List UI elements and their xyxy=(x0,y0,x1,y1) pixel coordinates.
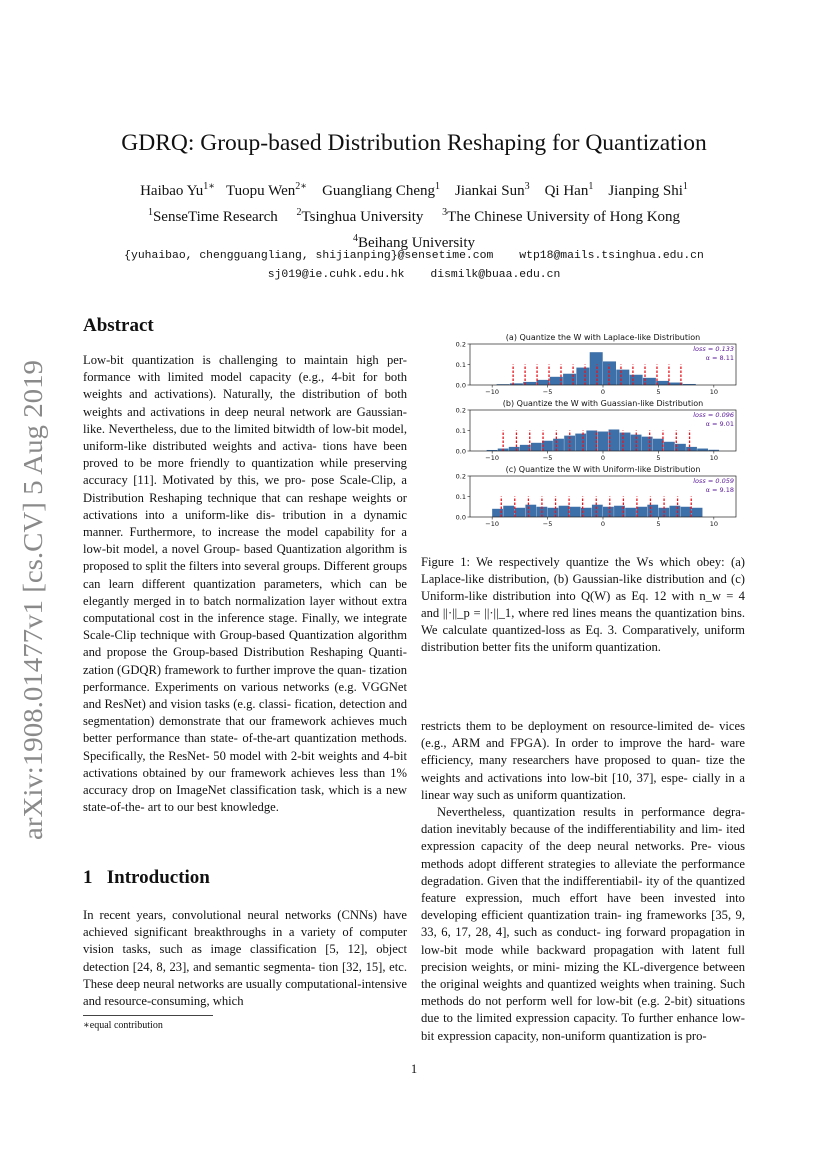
chart-annotation: loss = 0.133 xyxy=(693,345,734,353)
histogram-bar xyxy=(590,352,603,385)
histogram-bar xyxy=(697,449,708,451)
affiliation: $^2$Tsinghua University xyxy=(296,207,424,225)
arxiv-stamp-text: arXiv:1908.01477v1 [cs.CV] 5 Aug 2019 xyxy=(18,391,48,840)
abstract-heading: Abstract xyxy=(83,315,154,336)
histogram-bar xyxy=(576,368,589,385)
footnote-rule xyxy=(83,1015,213,1016)
histogram-bar xyxy=(514,508,525,517)
histogram-bar xyxy=(553,439,564,451)
y-tick-label: 0.1 xyxy=(455,493,466,501)
histogram-bar xyxy=(520,445,531,451)
histogram-bar xyxy=(642,437,653,451)
affiliation: $^3$The Chinese University of Hong Kong xyxy=(442,207,681,225)
paragraph: Nevertheless, quantization results in performance degra- dation inevitably because of the indifferentiability and lim- ited expression capacity of the deep neural networks. Pre- vious methods adopt different strategies to alleviate the performance degradation. Given that the indifferentiabil- ity of the quantized feature expression, much effort have been invested into developing efficient quantization train- ing frameworks [35, 9, 33, 6, 17, 28, 4], such as conduct- ing forward propagation in low-bit mode while backward propagation with latent full precision weights, or mini- mizing the KL-divergence between the original weights and quantized weights when training. Such methods do not perform well for low-bit (e.g. 2-bit) situations due to the limited expression capacity. To further enhance low- bit expression capacity, non-uniform quantization is pro- xyxy=(421,805,746,1043)
histogram-bar xyxy=(670,506,681,517)
y-tick-label: 0.2 xyxy=(455,340,466,349)
x-tick-label: 0 xyxy=(600,388,606,396)
author: Qi Han$^1$ xyxy=(544,181,594,199)
histogram-bar xyxy=(525,505,536,517)
affiliation: $^4$Beihang University xyxy=(352,233,476,251)
intro-text: In recent years, convolutional neural networks (CNNs) have achieved significant breakthroughs in a variety of computer vision tasks, such as image classification [5, 12], object detection [24, 8, 23], and semantic segmenta- tion [32, 15], etc. These deep neural networks are usually computational-intensive and resource-consuming, which xyxy=(83,908,408,1009)
histogram-bar xyxy=(630,375,643,385)
histogram-panel xyxy=(456,465,736,528)
histogram-bar xyxy=(503,506,514,517)
histogram-bar xyxy=(531,443,542,451)
histogram-bar xyxy=(636,507,647,517)
histogram-bar xyxy=(681,507,692,517)
author-list xyxy=(0,176,828,202)
x-tick-label: 5 xyxy=(656,454,661,462)
intro-heading: 1 Introduction xyxy=(83,867,210,888)
x-tick-label: −10 xyxy=(485,454,500,462)
histogram-bar xyxy=(509,447,520,451)
histogram-bar xyxy=(664,442,675,451)
page-number: 1 xyxy=(410,1062,418,1076)
email: wtp18@mails.tsinghua.edu.cn xyxy=(519,250,704,262)
paper-title: GDRQ: Group-based Distribution Reshaping for Quantization xyxy=(121,130,707,156)
histogram-bar xyxy=(653,439,664,451)
chart-annotation: α = 9.01 xyxy=(705,420,734,428)
histogram-bar xyxy=(575,434,586,451)
chart-title: (a) Quantize the W with Laplace-like Distribution xyxy=(505,333,701,342)
email: {yuhaibao, chengguangliang, shijianping}@sensetime.com xyxy=(124,250,494,262)
histogram-bar xyxy=(647,505,658,517)
author: Jianping Shi$^1$ xyxy=(608,181,688,199)
x-tick-label: 10 xyxy=(709,520,718,528)
chart-title: (c) Quantize the W with Uniform-like Distribution xyxy=(505,465,701,474)
chart-annotation: α = 8.11 xyxy=(705,354,734,362)
x-tick-label: −10 xyxy=(485,388,500,396)
x-tick-label: −10 xyxy=(485,520,500,528)
y-tick-label: 0.1 xyxy=(455,361,466,369)
author: Guangliang Cheng$^1$ xyxy=(322,181,440,199)
author: Tuopu Wen$^{2∗}$ xyxy=(226,181,308,199)
histogram-bar xyxy=(548,508,559,517)
x-tick-label: 0 xyxy=(600,454,606,462)
histogram-bar xyxy=(592,505,603,517)
histogram-bar xyxy=(625,508,636,517)
chart-annotation: loss = 0.096 xyxy=(693,411,734,419)
author: Jiankai Sun$^3$ xyxy=(454,181,530,199)
histogram-bar xyxy=(570,507,581,517)
x-tick-label: 5 xyxy=(656,388,661,396)
histogram-bar xyxy=(616,370,629,385)
figure-caption: Figure 1: We respectively quantize the Ws which obey: (a) Laplace-like distribution, (b) Gaussian-like distribution and (c) Uniform-like distribution into Q(W) as Eq. 12 with n_w = 4 and ||·||_p = ||·||_1, where red lines means the quantization bins. We calculate quantized-loss as Eq. 3. Comparatively, uniform distribution better fits the uniform quantization. xyxy=(421,555,746,654)
y-tick-label: 0.0 xyxy=(455,381,466,390)
histogram-bar xyxy=(603,507,614,517)
y-tick-label: 0.0 xyxy=(455,447,466,456)
histogram-bar xyxy=(686,447,697,451)
y-tick-label: 0.2 xyxy=(455,406,466,415)
affiliation-list xyxy=(0,202,828,228)
email-block xyxy=(0,247,828,285)
email: sj019@ie.cuhk.edu.hk xyxy=(267,269,405,281)
histogram-bar xyxy=(559,506,570,517)
histogram-bar xyxy=(537,380,550,385)
histogram-bar xyxy=(692,508,703,517)
x-tick-label: 0 xyxy=(600,520,606,528)
histogram-bar xyxy=(656,381,669,385)
abstract-body xyxy=(83,352,407,816)
abstract-text: Low-bit quantization is challenging to maintain high per- formance with limited model capacity (e.g., 4-bit for both weights and activations). Naturally, the distribution of both weights and activations in deep neural network are Gaussian-like. Nevertheless, due to the limited bitwidth of low-bit model, uniform-like distributed weights and activa- tions have been proved to be more friendly to quantization while preserving accuracy [11]. Motivated by this, we pro- pose Scale-Clip, a Distribution Reshaping technique that can reshape weights or activations into a uniform-like dis- tribution in a dynamic manner. Furthermore, to increase the model capability for a low-bit model, a novel Group- based Quantization algorithm is proposed to split the filters into several groups. Different groups can learn different quantization parameters, which can be elegantly merged in to batch normalization layer without extra computational cost in the inference stage. Finally, we integrate Scale-Clip technique with Group-based Quantization algorithm and propose the Group-based Distribution Reshaping Quanti- zation (GDQR) framework to further improve the quan- tization performance. Experiments on various networks (e.g. VGGNet and ResNet) and vision tasks (e.g. classi- fication, detection and segmentation) demonstrate that our framework achieves much better performance than state- of-the-art quantization methods. Specifically, the ResNet- 50 model with 2-bit weights and 4-bit activations obtained by our framework achieves less than 1% accuracy drop on ImageNet classification task, which is a new state-of-the- art to our best knowledge. xyxy=(83,353,408,815)
paragraph: restricts them to be deployment on resource-limited de- vices (e.g., ARM and FPGA). In order to improve the hard- ware efficiency, many researchers have proposed to quan- tize the weights and activations into low-bit [10, 37], espe- cially in a linear way such as uniform quantization. xyxy=(421,719,746,802)
x-tick-label: −5 xyxy=(542,520,553,528)
footnote: ∗equal contribution xyxy=(83,1020,163,1031)
intro-body xyxy=(83,907,407,1010)
right-column-body xyxy=(421,718,745,1045)
chart-title: (b) Quantize the W with Guassian-like Distribution xyxy=(502,399,704,408)
email: dismilk@buaa.edu.cn xyxy=(430,269,561,281)
histogram-bar xyxy=(620,433,631,451)
chart-annotation: α = 9.18 xyxy=(705,486,734,494)
x-tick-label: 10 xyxy=(709,388,718,396)
affiliation: $^1$SenseTime Research xyxy=(147,207,278,225)
y-tick-label: 0.2 xyxy=(455,472,466,481)
histogram-panel xyxy=(456,333,736,396)
histogram-panel xyxy=(456,399,736,462)
author-block xyxy=(0,176,828,254)
x-tick-label: −5 xyxy=(542,454,553,462)
x-tick-label: 5 xyxy=(656,520,661,528)
y-tick-label: 0.1 xyxy=(455,427,466,435)
chart-annotation: loss = 0.059 xyxy=(693,477,734,485)
x-tick-label: 10 xyxy=(709,454,718,462)
arxiv-side-stamp xyxy=(4,350,54,850)
y-tick-label: 0.0 xyxy=(455,513,466,522)
histogram-bar xyxy=(586,431,597,452)
figure-1-charts xyxy=(420,330,742,530)
x-tick-label: −5 xyxy=(542,388,553,396)
author: Haibao $Yu^{1∗}$ xyxy=(140,181,216,199)
histogram-bar xyxy=(563,374,576,385)
figure-1 xyxy=(420,330,742,530)
histogram-bar xyxy=(597,432,608,451)
